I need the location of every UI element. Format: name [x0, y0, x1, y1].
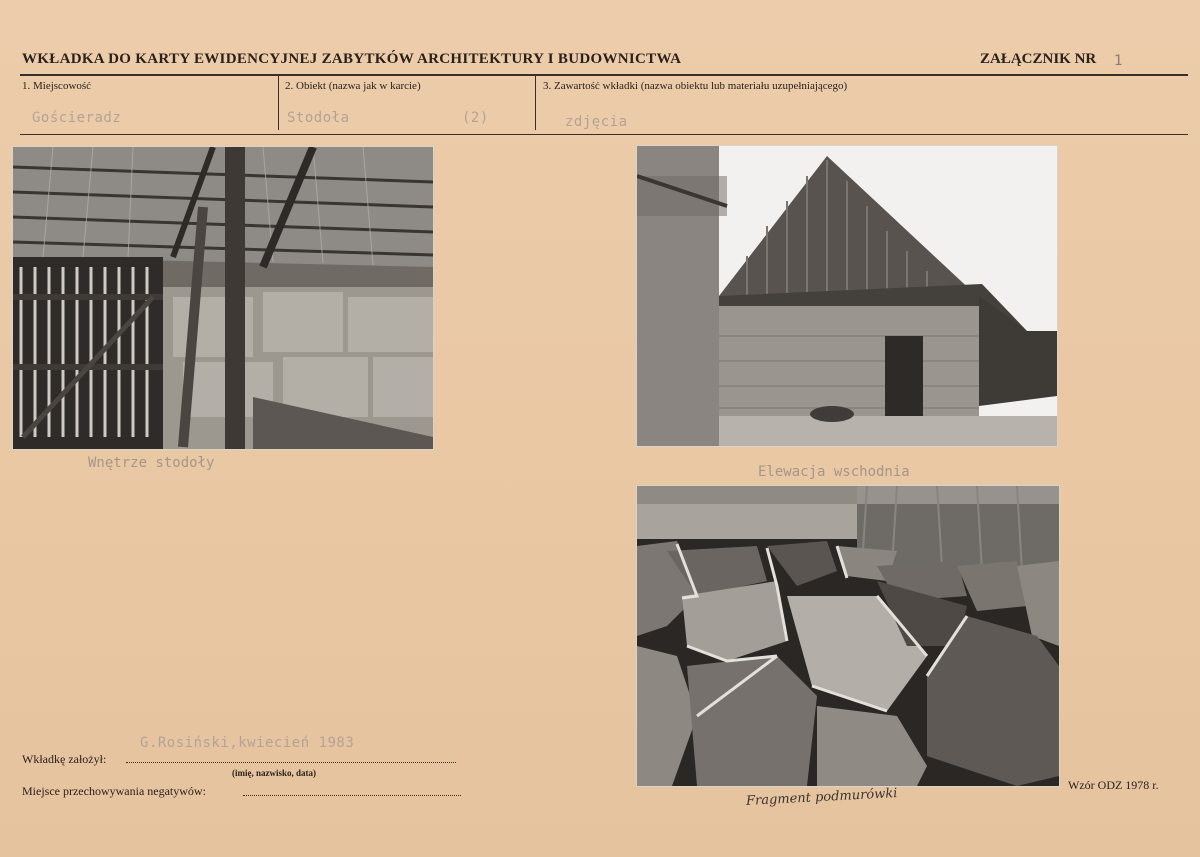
photo-3-caption: Fragment podmurówki — [745, 786, 898, 809]
annex-number: 1 — [1114, 53, 1123, 69]
photo-foundation-fragment — [636, 485, 1060, 787]
contents-label: 3. Zawartość wkładki (nazwa obiektu lub materiału uzupełniającego) — [543, 80, 848, 92]
contents-value: zdjęcia — [565, 114, 628, 130]
fields-divider-2 — [535, 76, 536, 130]
created-by-hint: (imię, nazwisko, data) — [232, 768, 316, 778]
object-label: 2. Obiekt (nazwa jak w karcie) — [285, 80, 421, 92]
photo-1-caption: Wnętrze stodoły — [88, 455, 215, 471]
locality-label: 1. Miejscowość — [22, 80, 92, 92]
photo-east-elevation — [636, 145, 1058, 447]
object-value: Stodoła — [287, 110, 350, 126]
form-template-label: Wzór ODZ 1978 r. — [1068, 778, 1159, 792]
photo-barn-interior — [12, 146, 434, 450]
fields-divider-1 — [278, 76, 279, 130]
object-number: (2) — [462, 110, 489, 126]
created-by-label: Wkładkę założył: — [22, 752, 107, 766]
negatives-location-line — [243, 795, 461, 796]
created-by-value: G.Rosiński,kwiecień 1983 — [140, 735, 355, 751]
negatives-location-label: Miejsce przechowywania negatywów: — [22, 784, 206, 798]
photo-2-caption: Elewacja wschodnia — [758, 464, 910, 480]
header-rule — [20, 74, 1188, 76]
locality-value: Gościeradz — [32, 110, 122, 126]
fields-rule — [20, 134, 1188, 135]
created-by-line — [126, 762, 456, 763]
document-title: WKŁADKA DO KARTY EWIDENCYJNEJ ZABYTKÓW ARCHITEKTURY I BUDOWNICTWA — [22, 51, 682, 67]
annex-label: ZAŁĄCZNIK NR — [980, 51, 1097, 67]
